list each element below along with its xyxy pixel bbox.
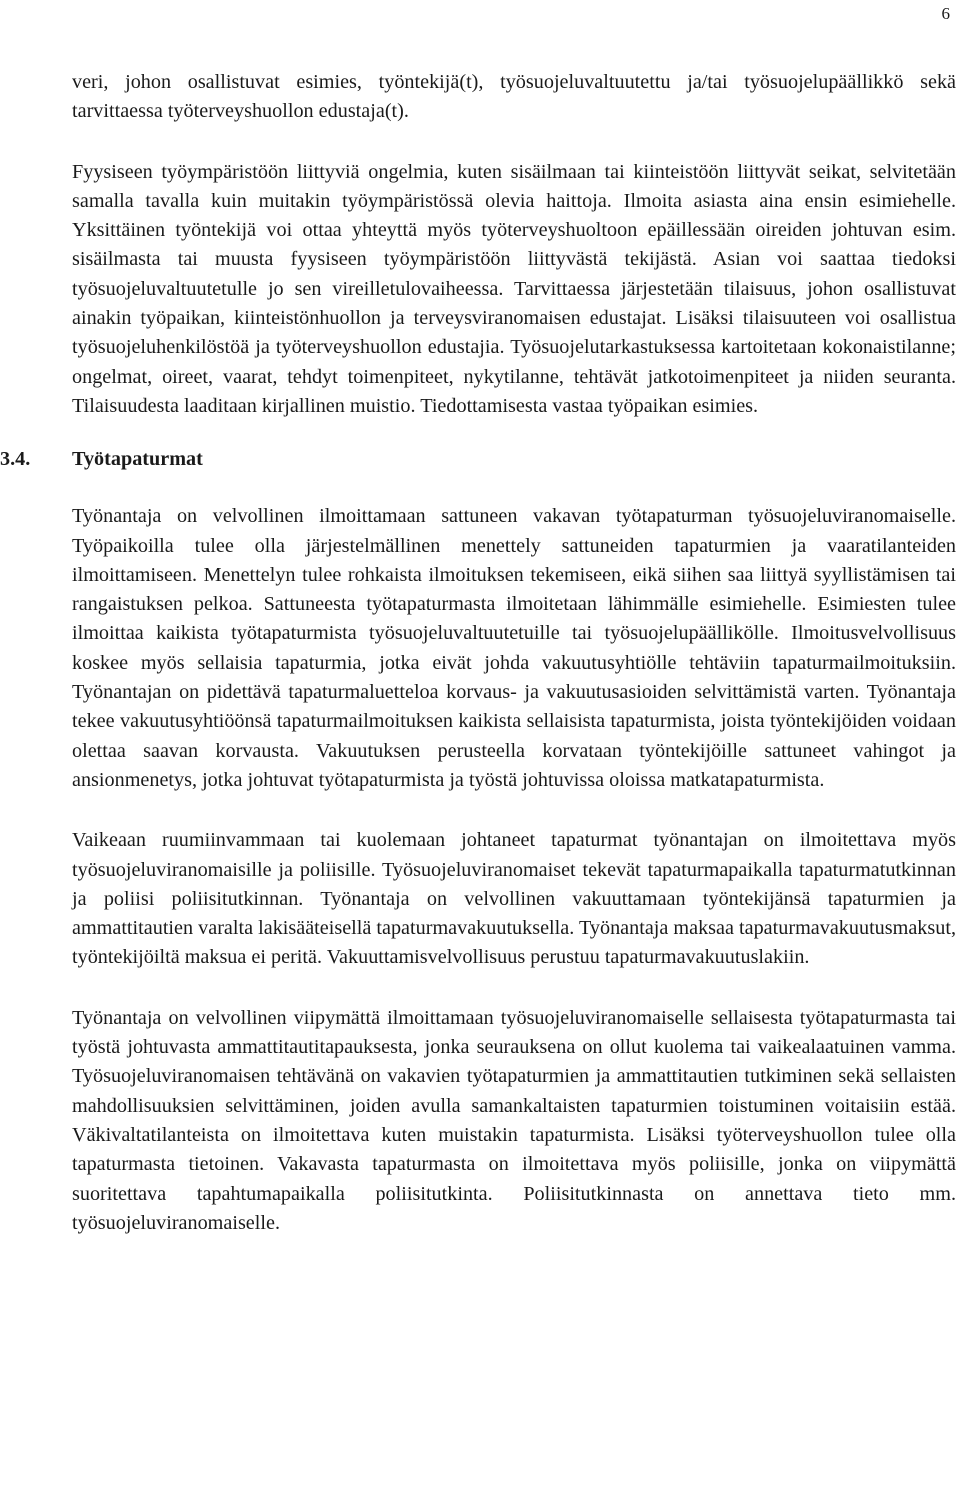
section-number: 3.4. xyxy=(0,448,31,471)
paragraph-serious-injury: Vaikeaan ruumiinvammaan tai kuolemaan johtaneet tapaturmat työnantajan on ilmoitettava myös työsuojeluviranomaisille ja poliisille. Työsuojeluviranomaiset tekevät tapaturmapaikalla tapaturmatutkinnan ja poliisi poliisitutkinnan. Työnantaja on velvollinen vakuuttamaan työntekijänsä tapaturmien ja ammattitautien varalta lakisääteisellä tapaturmavakuutuksella. Työnantaja maksaa tapaturmavakuutusmaksut, työntekijöiltä maksua ei peritä. Vakuuttamisvelvollisuus perustuu tapaturmavakuutuslakiin. xyxy=(72,829,956,969)
section-heading xyxy=(0,445,956,474)
paragraph-continuation: veri, johon osallistuvat esimies, työntekijä(t), työsuojeluvaltuutettu ja/tai työsuojelupäällikkö sekä tarvittaessa työterveyshuollon edustaja(t). xyxy=(72,71,956,123)
paragraph-accident-reporting: Työnantaja on velvollinen ilmoittamaan sattuneen vakavan työtapaturman työsuojeluviranomaiselle. Työpaikoilla tulee olla järjestelmällinen menettely sattuneiden tapaturmien ja vaaratilanteiden ilmoittamiseen. Menettelyn tulee rohkaista ilmoituksen tekemiseen, eikä siihen saa liittyä syyllistämisen tai rangaistuksen pelkoa. Sattuneesta työtapaturmasta ilmoitetaan lähimmälle esimiehelle. Esimiesten tulee ilmoittaa kaikista työtapaturmista työsuojeluvaltuutetuille tai työsuojelupäällikölle. Ilmoitusvelvollisuus koskee myös sellaisia tapaturmia, jotka eivät johda vakuutusyhtiölle tehtäviin tapaturmailmoituksiin. Työnantajan on pidettävä tapaturmaluetteloa korvaus- ja vakuutusasioiden selvittämistä varten. Työnantaja tekee vakuutusyhtiöönsä tapaturmailmoituksen kaikista sellaisista tapaturmista, joista työntekijöiden voidaan olettaa saavan korvausta. Vakuutuksen perusteella korvataan työntekijöille sattuneet vahingot ja ansionmenetys, jotka johtuvat työtapaturmista ja työstä johtuvissa oloissa matkatapaturmista. xyxy=(72,505,956,791)
page-number: 6 xyxy=(941,4,950,23)
paragraph-gap xyxy=(72,127,956,158)
document-body xyxy=(0,68,956,1238)
section-title: Työtapaturmat xyxy=(72,448,203,471)
paragraph-gap xyxy=(72,973,956,1004)
paragraph-authority-notification: Työnantaja on velvollinen viipymättä ilmoittamaan työsuojeluviranomaiselle sellaisesta työtapaturmasta tai työstä johtuvasta ammattitautitapauksesta, jonka seurauksena on ollut kuolema tai vaikealaatuinen vamma. Työsuojeluviranomaisen tehtävänä on vakavien työtapaturmien ja ammattitautien tutkiminen sekä sellaisten mahdollisuuksien selvittäminen, joiden avulla samankaltaisten tapaturmien toistuminen voitaisiin estää. Väkivaltatilanteista on ilmoitettava kuten muistakin tapaturmista. Lisäksi työterveyshuollon tulee olla tapaturmasta tietoinen. Vakavasta tapaturmasta on ilmoitettava myös poliisille, jonka on viipymättä suoritettava tapahtumapaikalla poliisitutkinta. Poliisitutkinnasta on annettava tieto mm. työsuojeluviranomaiselle. xyxy=(72,1006,956,1234)
paragraph-physical-environment: Fyysiseen työympäristöön liittyviä ongelmia, kuten sisäilmaan tai kiinteistöön liittyvät seikat, selvitetään samalla tavalla kuin muitakin työympäristössä olevia haittoja. Ilmoita asiasta aina ensin esimiehelle. Yksittäinen työntekijä voi ottaa yhteyttä myös työterveyshuoltoon epäillessään oireiden johtuvan esim. sisäilmasta tai muusta fyysiseen työympäristöön liittyvästä tekijästä. Asian voi saattaa tiedoksi työsuojeluvaltuutetulle jo sen vireilletulovaiheessa. Tarvittaessa järjestetään tilaisuus, johon osallistuvat ainakin työpaikan, kiinteistönhuollon ja terveysviranomaisen edustajat. Lisäksi tilaisuuteen voi osallistua työsuojeluhenkilöstöä ja työterveyshuollon edustajia. Työsuojelutarkastuksessa kartoitetaan kokonaistilanne; ongelmat, oireet, vaarat, tehdyt toimenpiteet, nykytilanne, tehtävät jatkotoimenpiteet ja niiden seuranta. Tilaisuudesta laaditaan kirjallinen muistio. Tiedottamisesta vastaa työpaikan esimies. xyxy=(72,160,956,417)
paragraph-gap xyxy=(72,795,956,826)
